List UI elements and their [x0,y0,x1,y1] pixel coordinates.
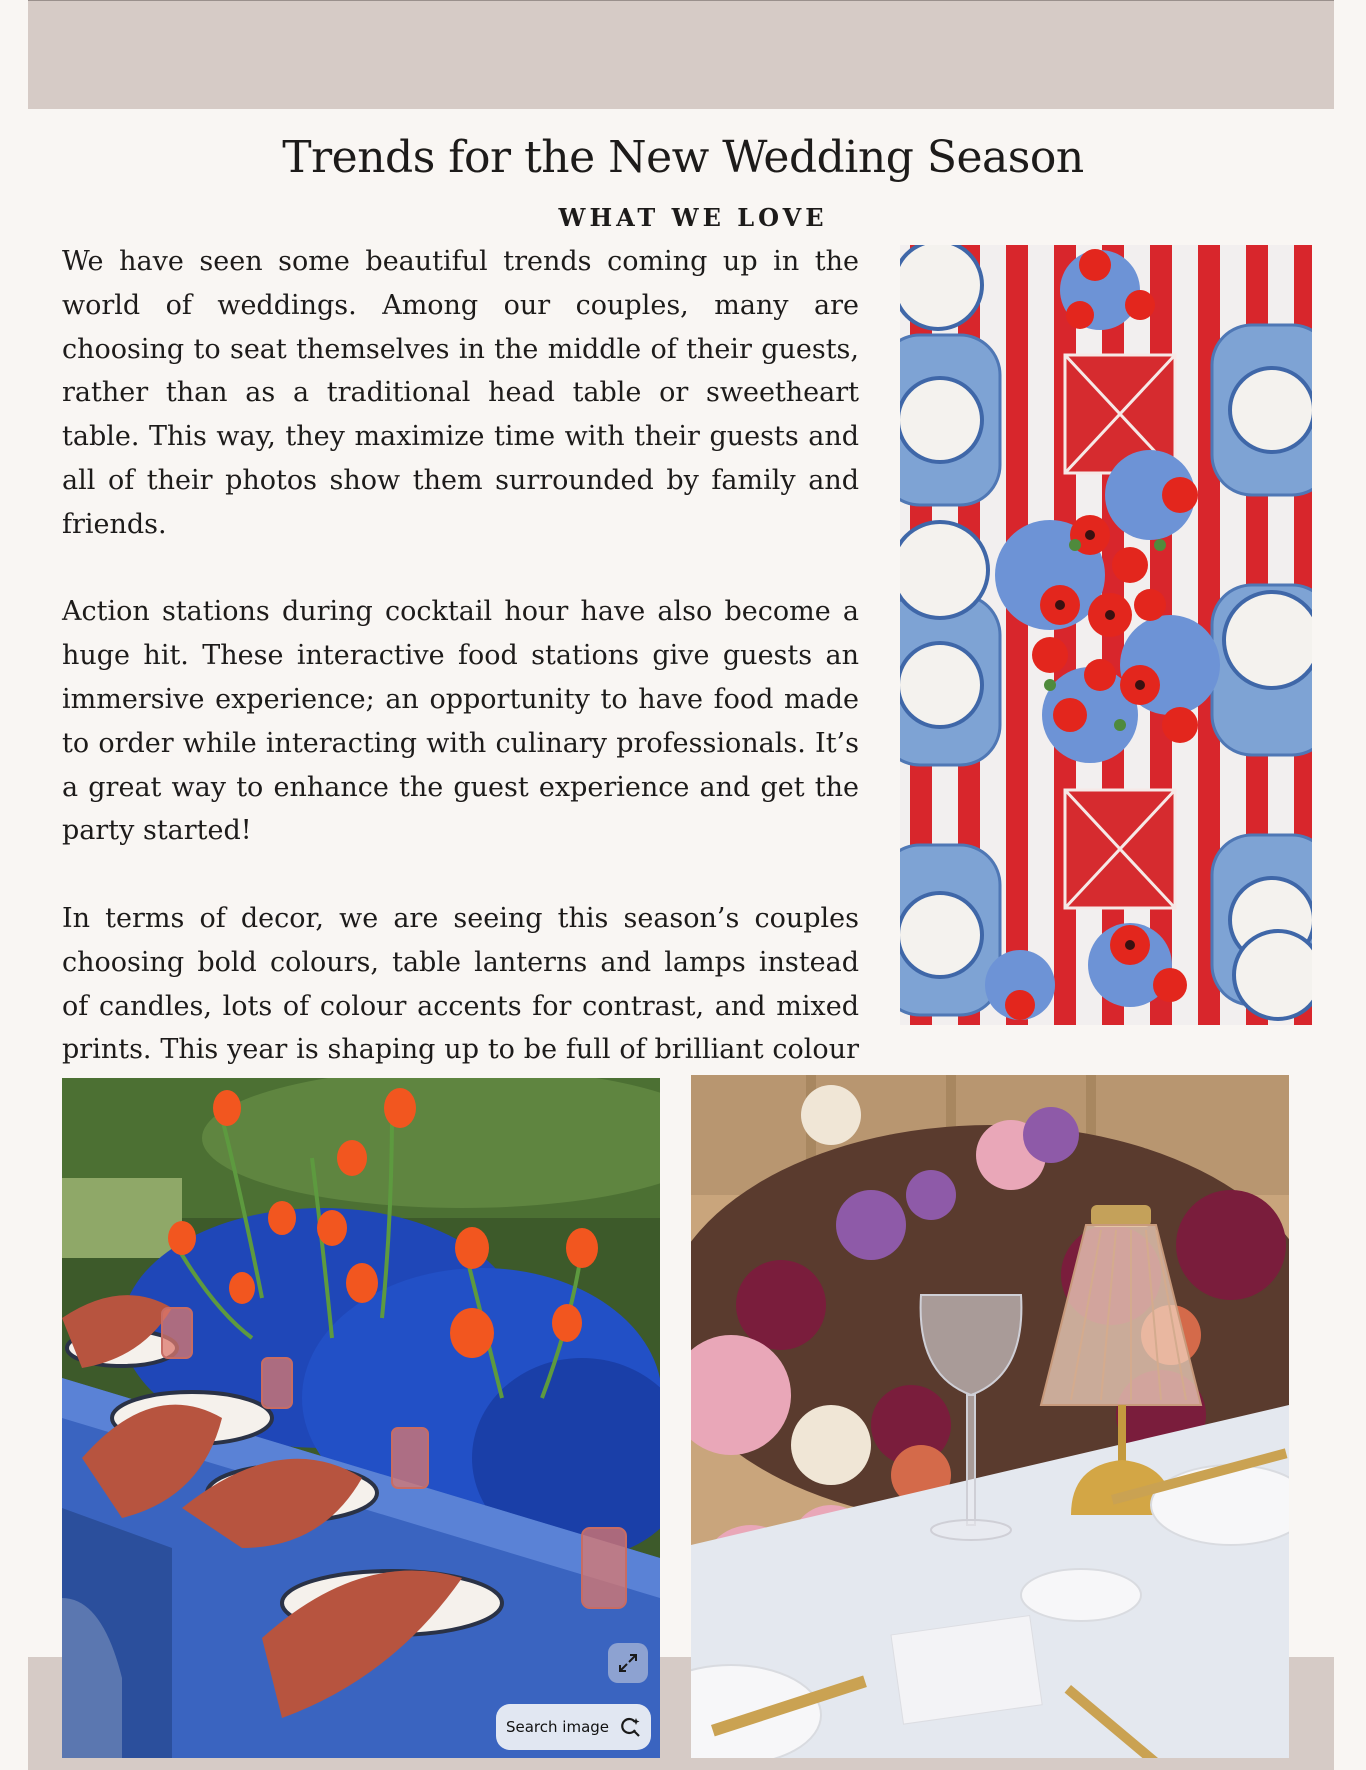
visual-search-icon [619,1716,641,1738]
search-image-label: Search image [505,1718,610,1736]
paragraph-seating: We have seen some beautiful trends coming up in the world of weddings. Among our couples, many are choosing to seat themselves in the middle of their guests, rather than as a traditional head table or sweetheart table. This way, they maximize time with their guests and all of their photos show them surrounded by family and friends. [62,246,859,540]
paragraph-action-stations: Action stations during cocktail hour have also become a huge hit. These interactive food stations give guests an immersive experience; an opportunity to have food made to order while interacting with culinary professionals. It’s a great way to enhance the guest experience and get the party started! [62,596,859,847]
page-subtitle: WHAT WE LOVE [558,203,828,232]
photo-striped-tablescape [900,245,1312,1025]
expand-icon [617,1652,639,1674]
photo-tulip-table [62,1078,660,1758]
expand-image-button[interactable] [608,1643,648,1683]
header-band [28,0,1334,109]
article-body [62,240,859,1160]
paragraph-decor: In terms of decor, we are seeing this season’s couples choosing bold colours, table lanterns and lamps instead of candles, lots of colour accents for contrast, and mixed prints. This year is shaping up to be full of brilliant colour [62,902,859,1066]
page-title: Trends for the New Wedding Season [282,132,1084,183]
search-image-button[interactable] [496,1704,651,1750]
photo-lamp-dahlias [691,1075,1289,1758]
